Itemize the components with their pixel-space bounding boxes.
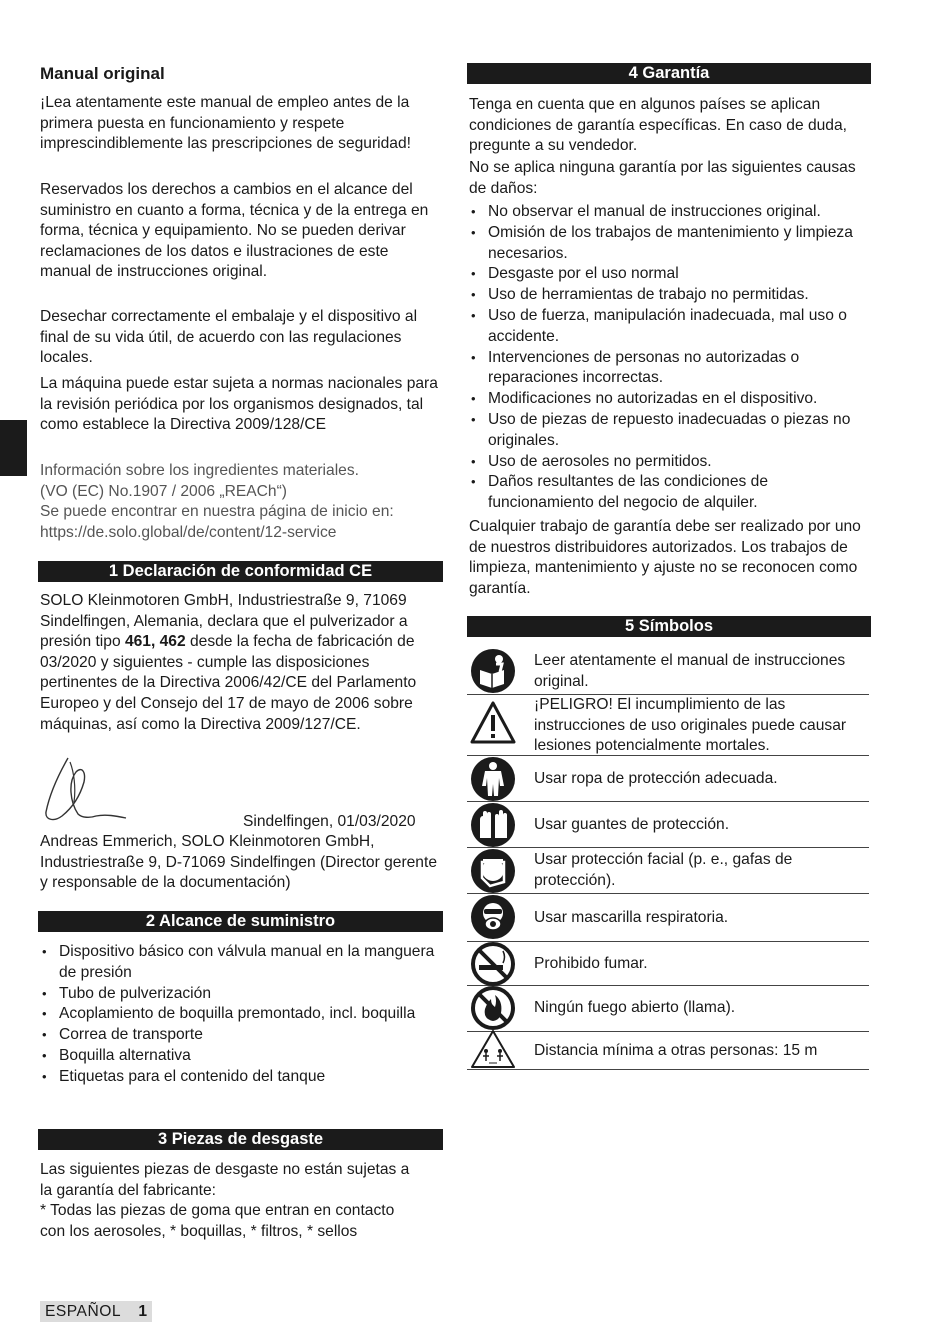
wear-parts-list: * Todas las piezas de goma que entran en contacto con los aerosoles, * boquillas, * filtros, * sellos (40, 1202, 395, 1240)
symbol-description: Usar mascarilla respiratoria. (534, 909, 729, 926)
symbol-row (467, 1031, 869, 1070)
page-footer (40, 1301, 152, 1322)
section-3-heading: 3 Piezas de desgaste (38, 1129, 443, 1150)
list-item: • Modificaciones no autorizadas en el dispositivo. (469, 389, 871, 410)
symbol-row (467, 847, 869, 894)
footer-language: ESPAÑOL (45, 1303, 122, 1320)
symbol-description: Usar ropa de protección adecuada. (534, 770, 778, 787)
reach-info-line-1: Información sobre los ingredientes materiales. (40, 462, 359, 479)
wear-parts-intro: Las siguientes piezas de desgaste no están sujetas a la garantía del fabricante: (40, 1161, 410, 1199)
symbol-description: Usar guantes de protección. (534, 816, 730, 833)
manual-title: Manual original (40, 64, 165, 83)
delivery-scope-list (40, 942, 443, 1088)
symbol-row (467, 893, 869, 942)
warranty-paragraph-3: Cualquier trabajo de garantía debe ser realizado por uno de nuestros distribuidores autorizados. Los trabajos de limpieza, mantenimiento y ajuste no se reconocen como garantía. (469, 518, 861, 597)
warning-triangle-icon (470, 700, 516, 746)
conformity-text-a: SOLO Kleinmotoren GmbH, Industriestraße 9, 71069 Sindelfingen, Alemania, declara que el pulverizador a presión tipo (40, 592, 408, 651)
list-item: • Omisión de los trabajos de mantenimiento y limpieza necesarios. (469, 223, 871, 265)
protective-clothing-icon (470, 756, 516, 802)
distance-icon (470, 1025, 516, 1071)
signature-place-date: Sindelfingen, 01/03/2020 (243, 813, 416, 830)
page-number: 1 (138, 1303, 147, 1320)
symbol-description: Usar protección facial (p. e., gafas de protección). (534, 851, 793, 889)
symbol-description: ¡PELIGRO! El incumplimiento de las instrucciones de uso originales puede causar lesiones potencialmente mortales. (534, 696, 847, 755)
symbol-row (467, 755, 869, 802)
reach-info-url: https://de.solo.global/de/content/12-service (40, 523, 337, 541)
list-item: • Daños resultantes de las condiciones de funcionamiento del negocio de alquiler. (469, 472, 871, 514)
warranty-paragraph-2: No se aplica ninguna garantía por las siguientes causas de daños: (469, 159, 856, 197)
list-item: • Uso de fuerza, manipulación inadecuada, mal uso o accidente. (469, 306, 871, 348)
signatory-info: Andreas Emmerich, SOLO Kleinmotoren GmbH, Industriestraße 9, D-71069 Sindelfingen (Director gerente y responsable de la documentación) (40, 833, 437, 892)
symbol-row (467, 941, 869, 986)
section-4-heading: 4 Garantía (467, 63, 871, 84)
list-item: • Uso de aerosoles no permitidos. (469, 452, 871, 473)
symbol-description: Prohibido fumar. (534, 955, 648, 972)
intro-paragraph-2: Reservados los derechos a cambios en el alcance del suministro en cuanto a forma, técnica y de la entrega en forma, técnica y equipamiento. No se pueden derivar reclamaciones de los datos e ilustraciones de este manual de instrucciones original. (40, 181, 429, 281)
model-numbers: 461, 462 (124, 633, 186, 651)
gloves-icon (470, 802, 516, 848)
symbol-row (467, 985, 869, 1032)
symbol-row (467, 801, 869, 848)
section-5-heading: 5 Símbolos (467, 616, 871, 637)
list-item: • Tubo de pulverización (40, 984, 443, 1005)
reach-info-line-3: Se puede encontrar en nuestra página de inicio en: (40, 503, 394, 521)
list-item: • Boquilla alternativa (40, 1046, 443, 1067)
reach-info-line-2: (VO (EC) No.1907 / 2006 „REACh“) (40, 482, 287, 500)
symbol-row (467, 694, 869, 756)
list-item: • Desgaste por el uso normal (469, 264, 871, 285)
list-item: • No observar el manual de instrucciones original. (469, 202, 871, 223)
conformity-declaration (40, 591, 443, 735)
symbol-description: Distancia mínima a otras personas: 15 m (534, 1042, 818, 1059)
warranty-paragraph-1: Tenga en cuenta que en algunos países se aplican condiciones de garantía específicas. En caso de duda, pregunte a su vendedor. (469, 96, 847, 155)
symbol-description: Leer atentamente el manual de instrucciones original. (534, 652, 846, 690)
section-1-heading: 1 Declaración de conformidad CE (38, 561, 443, 582)
intro-paragraph-4: La máquina puede estar sujeta a normas nacionales para la revisión periódica por los organismos designados, tal como establece la Directiva 2009/128/CE (40, 375, 438, 434)
symbol-row (467, 648, 869, 695)
list-item: • Correa de transporte (40, 1025, 443, 1046)
conformity-text-b: desde la fecha de fabricación de 03/2020 y siguientes - cumple las disposiciones pertinentes de la Directiva 2006/42/CE del Parlamento Europeo y del Consejo del 17 de mayo de 2006 sobre máquinas, así como la Directiva 2009/127/CE. (40, 633, 417, 733)
list-item: • Uso de herramientas de trabajo no permitidas. (469, 285, 871, 306)
no-smoking-icon (470, 941, 516, 987)
list-item: • Uso de piezas de repuesto inadecuadas o piezas no originales. (469, 410, 871, 452)
intro-paragraph-1: ¡Lea atentamente este manual de empleo antes de la primera puesta en funcionamiento y respete imprescindiblemente las prescripciones de seguridad! (40, 94, 411, 153)
section-2-heading: 2 Alcance de suministro (38, 911, 443, 932)
reach-info (40, 461, 450, 543)
intro-paragraph-3: Desechar correctamente el embalaje y el dispositivo al final de su vida útil, de acuerdo con las regulaciones locales. (40, 308, 418, 367)
face-shield-icon (470, 848, 516, 894)
read-manual-icon (470, 648, 516, 694)
list-item: • Intervenciones de personas no autorizadas o reparaciones incorrectas. (469, 348, 871, 390)
signature-image (40, 752, 130, 826)
symbol-description: Ningún fuego abierto (llama). (534, 999, 736, 1016)
section-tab-marker (0, 420, 27, 476)
list-item: • Acoplamiento de boquilla premontado, incl. boquilla (40, 1004, 443, 1025)
respirator-mask-icon (470, 894, 516, 940)
list-item: • Dispositivo básico con válvula manual en la manguera de presión (40, 942, 443, 984)
warranty-exclusions-list (469, 202, 871, 514)
list-item: • Etiquetas para el contenido del tanque (40, 1067, 443, 1088)
